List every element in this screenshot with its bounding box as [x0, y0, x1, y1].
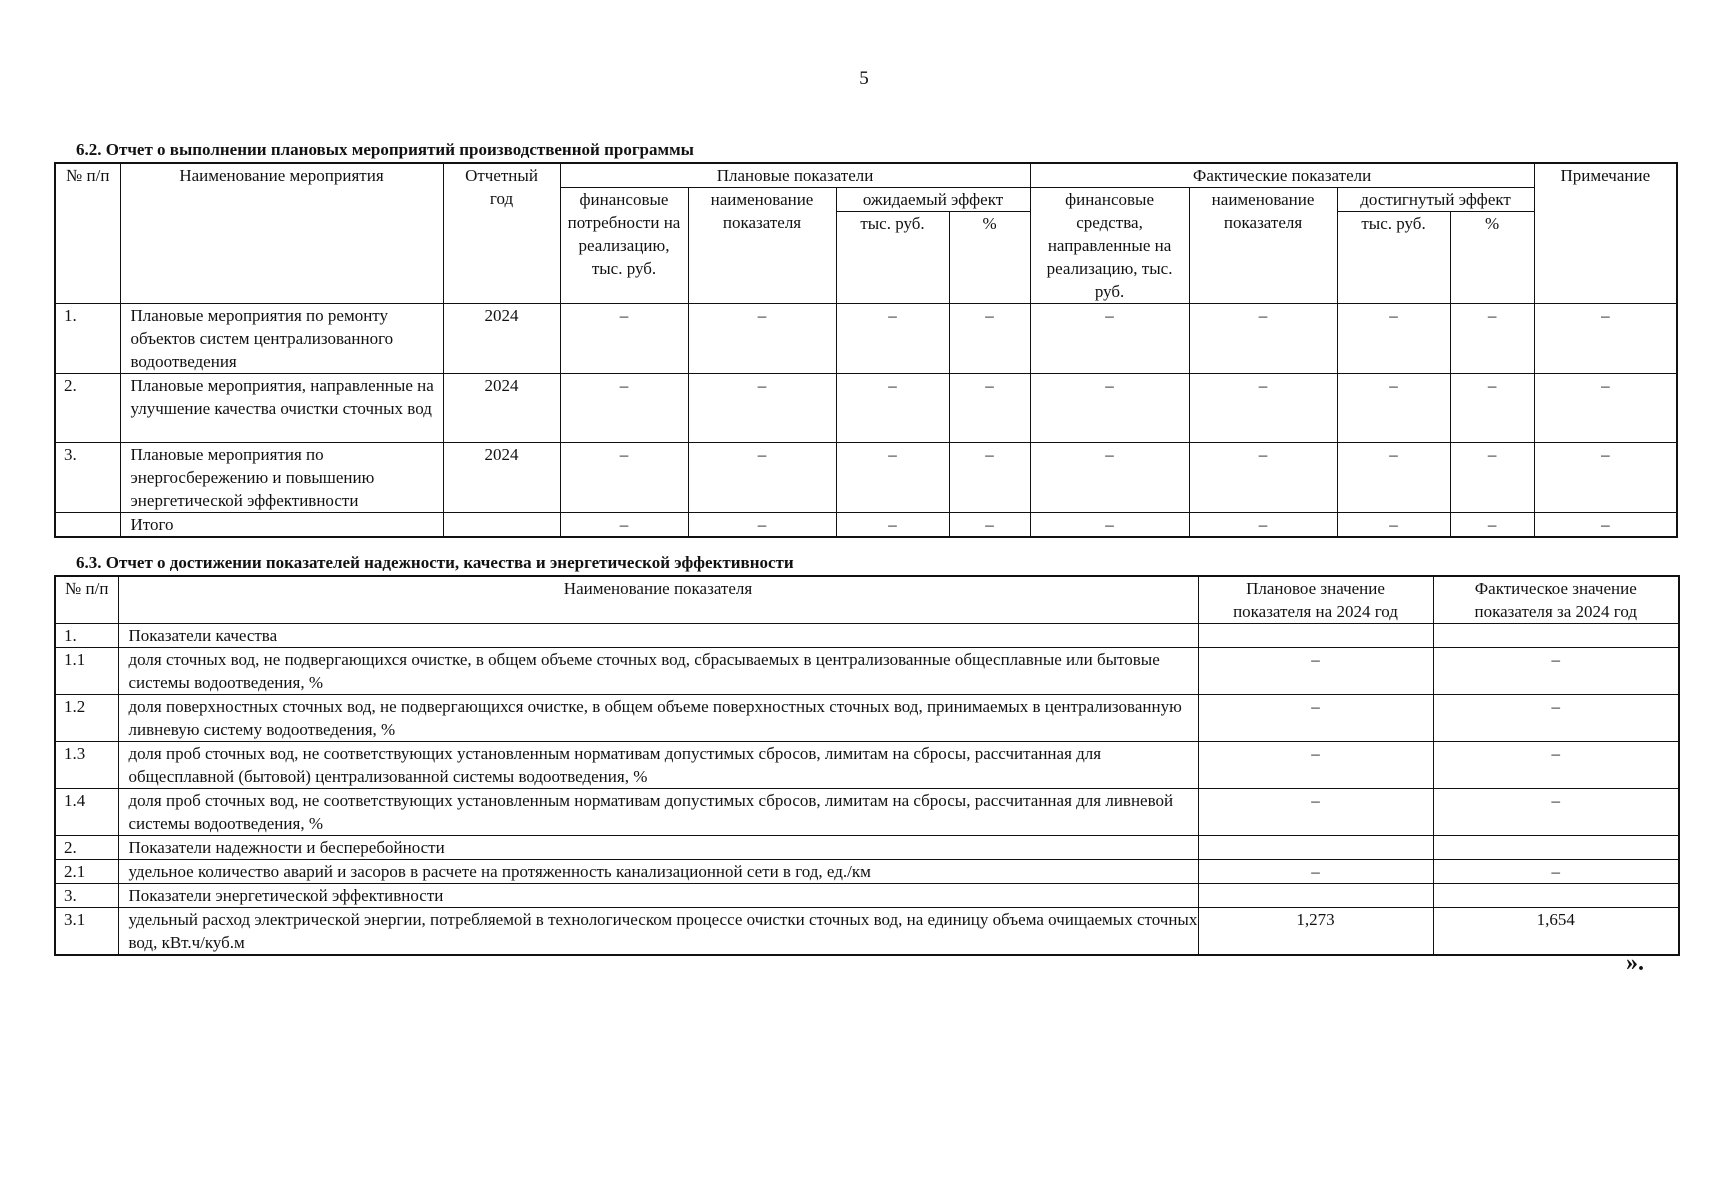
row-cell: –: [688, 513, 836, 538]
row-cell: –: [560, 304, 688, 374]
row-actual: –: [1433, 860, 1679, 884]
row-cell: –: [1450, 304, 1534, 374]
row-name: удельный расход электрической энергии, потребляемой в технологическом процессе очистки сточных вод, на единицу объема очищаемых сточных вод, кВт.ч/куб.м: [118, 908, 1198, 956]
row-cell: –: [1030, 443, 1189, 513]
row-cell: –: [1534, 374, 1677, 443]
row-actual: [1433, 836, 1679, 860]
row-year: 2024: [443, 443, 560, 513]
row-cell: –: [1450, 513, 1534, 538]
header-plan-effect-pct: %: [949, 212, 1030, 304]
closing-quote: ».: [1626, 950, 1644, 976]
row-planned: –: [1198, 742, 1433, 789]
row-cell: –: [1337, 513, 1450, 538]
row-num: 2.: [55, 374, 120, 443]
row-cell: –: [688, 443, 836, 513]
header-planned: Плановое значение показателя на 2024 год: [1198, 576, 1433, 624]
table-row: [55, 624, 1679, 648]
header-plan-fin: финансовые потребности на реализацию, тыс. руб.: [560, 188, 688, 304]
table-row: [55, 443, 1677, 513]
row-cell: –: [1450, 374, 1534, 443]
row-num: 1.: [55, 624, 118, 648]
row-year: 2024: [443, 304, 560, 374]
table-row: [55, 648, 1679, 695]
table-row: [55, 908, 1679, 956]
row-cell: –: [949, 304, 1030, 374]
row-num: [55, 513, 120, 538]
row-name: удельное количество аварий и засоров в расчете на протяженность канализационной сети в год, ед./км: [118, 860, 1198, 884]
row-name: доля сточных вод, не подвергающихся очистке, в общем объеме сточных вод, сбрасываемых в централизованные общесплавные или бытовые системы водоотведения, %: [118, 648, 1198, 695]
row-cell: –: [836, 443, 949, 513]
row-cell: –: [560, 513, 688, 538]
row-num: 3.: [55, 443, 120, 513]
row-year: [443, 513, 560, 538]
row-planned: –: [1198, 860, 1433, 884]
row-planned: –: [1198, 789, 1433, 836]
header-fact-effect-pct: %: [1450, 212, 1534, 304]
row-planned: [1198, 836, 1433, 860]
row-cell: –: [1030, 304, 1189, 374]
row-cell: –: [1189, 513, 1337, 538]
header-note: Примечание: [1534, 163, 1677, 304]
header-fact-indicator: наименование показателя: [1189, 188, 1337, 304]
row-cell: –: [949, 513, 1030, 538]
table-row: [55, 742, 1679, 789]
page-number: 5: [859, 68, 869, 89]
row-planned: –: [1198, 648, 1433, 695]
row-num: 2.: [55, 836, 118, 860]
row-cell: –: [1189, 443, 1337, 513]
row-num: 3.1: [55, 908, 118, 956]
row-actual: –: [1433, 648, 1679, 695]
row-year: 2024: [443, 374, 560, 443]
header-fact-fin: финансовые средства, направленные на реализацию, тыс. руб.: [1030, 188, 1189, 304]
row-actual: –: [1433, 789, 1679, 836]
row-planned: –: [1198, 695, 1433, 742]
row-name: доля поверхностных сточных вод, не подвергающихся очистке, в общем объеме поверхностных сточных вод, принимаемых в централизованную ливневую систему водоотведения, %: [118, 695, 1198, 742]
row-name: Показатели качества: [118, 624, 1198, 648]
row-name: Показатели энергетической эффективности: [118, 884, 1198, 908]
header-plan-effect-rub: тыс. руб.: [836, 212, 949, 304]
header-plan-indicator: наименование показателя: [688, 188, 836, 304]
row-cell: –: [1337, 304, 1450, 374]
row-cell: –: [1189, 374, 1337, 443]
row-num: 1.2: [55, 695, 118, 742]
row-cell: –: [836, 304, 949, 374]
row-cell: –: [1030, 513, 1189, 538]
header-name: Наименование мероприятия: [120, 163, 443, 304]
table-row-total: [55, 513, 1677, 538]
header-actual: Фактические показатели: [1030, 163, 1534, 188]
row-num: 1.1: [55, 648, 118, 695]
header-actual: Фактическое значение показателя за 2024 год: [1433, 576, 1679, 624]
row-planned: 1,273: [1198, 908, 1433, 956]
table-row: [55, 374, 1677, 443]
row-num: 1.: [55, 304, 120, 374]
row-name: Показатели надежности и бесперебойности: [118, 836, 1198, 860]
row-name: Плановые мероприятия по энергосбережению и повышению энергетической эффективности: [120, 443, 443, 513]
row-planned: [1198, 884, 1433, 908]
header-planned: Плановые показатели: [560, 163, 1030, 188]
header-plan-effect: ожидаемый эффект: [836, 188, 1030, 212]
row-cell: –: [1337, 443, 1450, 513]
row-cell: –: [688, 374, 836, 443]
header-num: № п/п: [55, 576, 118, 624]
row-cell: –: [688, 304, 836, 374]
table-row: [55, 695, 1679, 742]
header-fact-effect: достигнутый эффект: [1337, 188, 1534, 212]
row-name: Итого: [120, 513, 443, 538]
row-name: доля проб сточных вод, не соответствующих установленным нормативам допустимых сбросов, лимитам на сбросы, рассчитанная для общесплавной (бытовой) централизованной системы водоотведения, %: [118, 742, 1198, 789]
row-name: Плановые мероприятия, направленные на улучшение качества очистки сточных вод: [120, 374, 443, 443]
row-cell: –: [1534, 513, 1677, 538]
row-num: 2.1: [55, 860, 118, 884]
indicators-table: [54, 575, 1680, 956]
row-planned: [1198, 624, 1433, 648]
header-num: № п/п: [55, 163, 120, 304]
table-row: [55, 884, 1679, 908]
row-cell: –: [949, 374, 1030, 443]
row-num: 1.4: [55, 789, 118, 836]
header-year: Отчетный год: [443, 163, 560, 304]
row-num: 1.3: [55, 742, 118, 789]
row-cell: –: [1534, 443, 1677, 513]
row-num: 3.: [55, 884, 118, 908]
table-row: [55, 860, 1679, 884]
row-cell: –: [1337, 374, 1450, 443]
row-cell: –: [1450, 443, 1534, 513]
row-cell: –: [560, 374, 688, 443]
row-cell: –: [1030, 374, 1189, 443]
row-cell: –: [1189, 304, 1337, 374]
header-name: Наименование показателя: [118, 576, 1198, 624]
section-title-6-3: 6.3. Отчет о достижении показателей надежности, качества и энергетической эффективности: [76, 553, 794, 572]
row-name: доля проб сточных вод, не соответствующих установленным нормативам допустимых сбросов, лимитам на сбросы, рассчитанная для ливневой системы водоотведения, %: [118, 789, 1198, 836]
header-fact-effect-rub: тыс. руб.: [1337, 212, 1450, 304]
row-cell: –: [949, 443, 1030, 513]
table-row: [55, 304, 1677, 374]
table-row: [55, 789, 1679, 836]
row-actual: 1,654: [1433, 908, 1679, 956]
row-cell: –: [560, 443, 688, 513]
table-row: [55, 836, 1679, 860]
row-actual: –: [1433, 742, 1679, 789]
section-title-6-2: 6.2. Отчет о выполнении плановых мероприятий производственной программы: [76, 140, 694, 159]
row-cell: –: [836, 374, 949, 443]
row-actual: [1433, 624, 1679, 648]
row-actual: [1433, 884, 1679, 908]
production-program-table: [54, 162, 1678, 538]
row-cell: –: [1534, 304, 1677, 374]
row-cell: –: [836, 513, 949, 538]
row-name: Плановые мероприятия по ремонту объектов систем централизованного водоотведения: [120, 304, 443, 374]
row-actual: –: [1433, 695, 1679, 742]
